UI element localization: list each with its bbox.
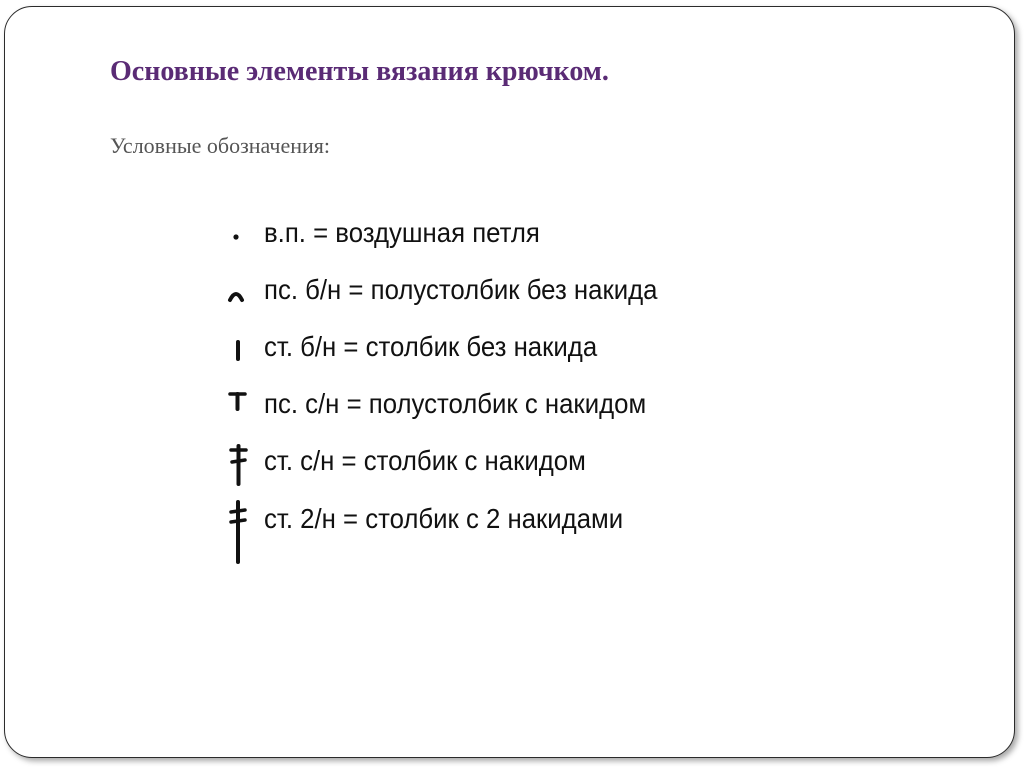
legend-item <box>222 212 782 258</box>
legend-item <box>222 498 782 566</box>
legend-item-text: пс. с/н = полустолбик с накидом <box>264 388 647 419</box>
treble-crochet-double-cross-icon <box>222 498 256 566</box>
legend-item-text: ст. б/н = столбик без накида <box>264 331 598 362</box>
slide-subtitle: Условные обозначения: <box>110 133 331 158</box>
slip-stitch-arc-icon <box>222 269 256 315</box>
legend-item-text: ст. 2/н = столбик с 2 накидами <box>264 503 624 534</box>
chain-stitch-dot-icon <box>222 212 256 258</box>
half-double-crochet-t-icon <box>222 383 256 429</box>
double-crochet-cross-icon <box>222 440 256 486</box>
legend-item <box>222 269 782 315</box>
slide <box>4 6 1015 758</box>
single-crochet-bar-icon <box>222 326 256 372</box>
legend-item-text: пс. б/н = полустолбик без накида <box>264 274 658 305</box>
slide-title: Основные элементы вязания крючком. <box>110 56 609 87</box>
legend-item-text: в.п. = воздушная петля <box>264 217 540 248</box>
legend-item <box>222 440 782 486</box>
legend-item <box>222 383 782 429</box>
legend-item <box>222 326 782 372</box>
legend-item-text: ст. с/н = столбик с накидом <box>264 445 586 476</box>
